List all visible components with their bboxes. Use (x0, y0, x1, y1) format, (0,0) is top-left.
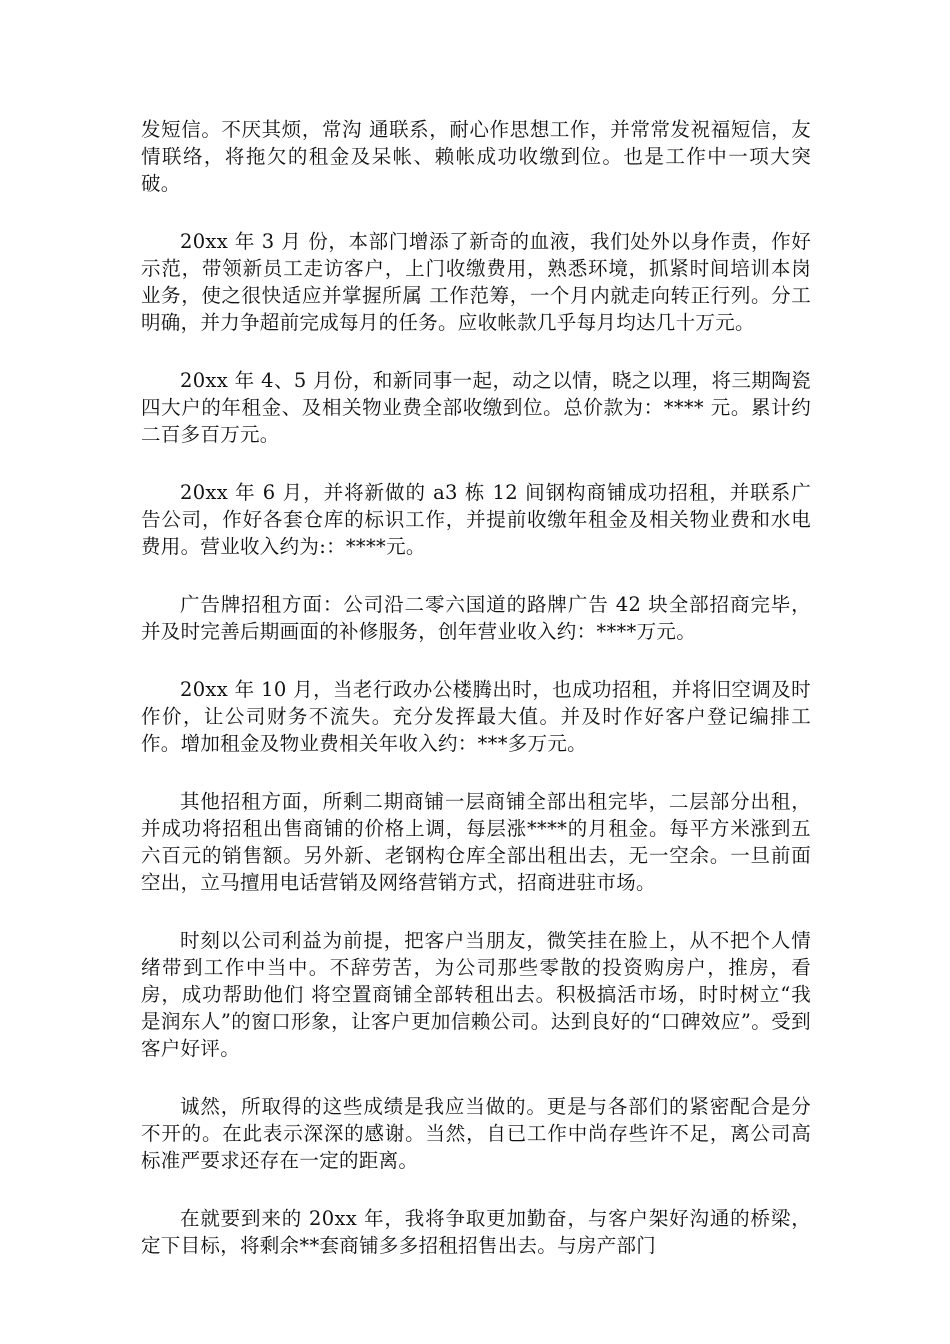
paragraph-3: 20xx 年 4、5 月份，和新同事一起，动之以情，晓之以理，将三期陶瓷四大户的年租金、及相关物业费全部收缴到位。总价款为：**** 元。累计约二百多百万元。 (141, 369, 811, 446)
paragraph-4: 20xx 年 6 月，并将新做的 a3 栋 12 间钢构商铺成功招租，并联系广告公司，作好各套仓库的标识工作，并提前收缴年租金及相关物业费和水电费用。营业收入约为:：****元。 (141, 481, 811, 558)
document-body (141, 116, 811, 1290)
paragraph-5: 广告牌招租方面：公司沿二零六国道的路牌广告 42 块全部招商完毕，并及时完善后期画面的补修服务，创年营业收入约：****万元。 (141, 593, 811, 643)
paragraph-6: 20xx 年 10 月，当老行政办公楼腾出时，也成功招租，并将旧空调及时作价，让公司财务不流失。充分发挥最大值。并及时作好客户登记编排工作。增加租金及物业费相关年收入约：***多万元。 (141, 678, 811, 755)
paragraph-10: 在就要到来的 20xx 年，我将争取更加勤奋，与客户架好沟通的桥梁，定下目标，将剩余**套商铺多多招租招售出去。与房产部门 (141, 1207, 811, 1257)
paragraph-8: 时刻以公司利益为前提，把客户当朋友，微笑挂在脸上，从不把个人情绪带到工作中当中。不辞劳苦，为公司那些零散的投资购房户，推房，看房，成功帮助他们 将空置商铺全部转租出去。积极搞活市场，时时树立“我是润东人”的窗口形象，让客户更加信赖公司。达到良好的“口碑效应”。受到客户好评。 (141, 929, 811, 1060)
paragraph-7: 其他招租方面，所剩二期商铺一层商铺全部出租完毕，二层部分出租，并成功将招租出售商铺的价格上调，每层涨****的月租金。每平方米涨到五六百元的销售额。另外新、老钢构仓库全部出租出去，无一空余。一旦前面空出，立马擅用电话营销及网络营销方式，招商进驻市场。 (141, 790, 811, 894)
paragraph-9: 诚然，所取得的这些成绩是我应当做的。更是与各部们的紧密配合是分不开的。在此表示深深的感谢。当然，自已工作中尚存些许不足，离公司高标准严要求还存在一定的距离。 (141, 1095, 811, 1172)
paragraph-2: 20xx 年 3 月 份，本部门增添了新奇的血液，我们处外以身作责，作好示范，带领新员工走访客户，上门收缴费用，熟悉环境，抓紧时间培训本岗业务，使之很快适应并掌握所属 工作范筹，一个月内就走向转正行列。分工明确，并力争超前完成每月的任务。应收帐款几乎每月均达几十万元。 (141, 230, 811, 334)
paragraph-1: 发短信。不厌其烦，常沟 通联系，耐心作思想工作，并常常发祝福短信，友情联络，将拖欠的租金及呆帐、赖帐成功收缴到位。也是工作中一项大突破。 (141, 118, 811, 195)
